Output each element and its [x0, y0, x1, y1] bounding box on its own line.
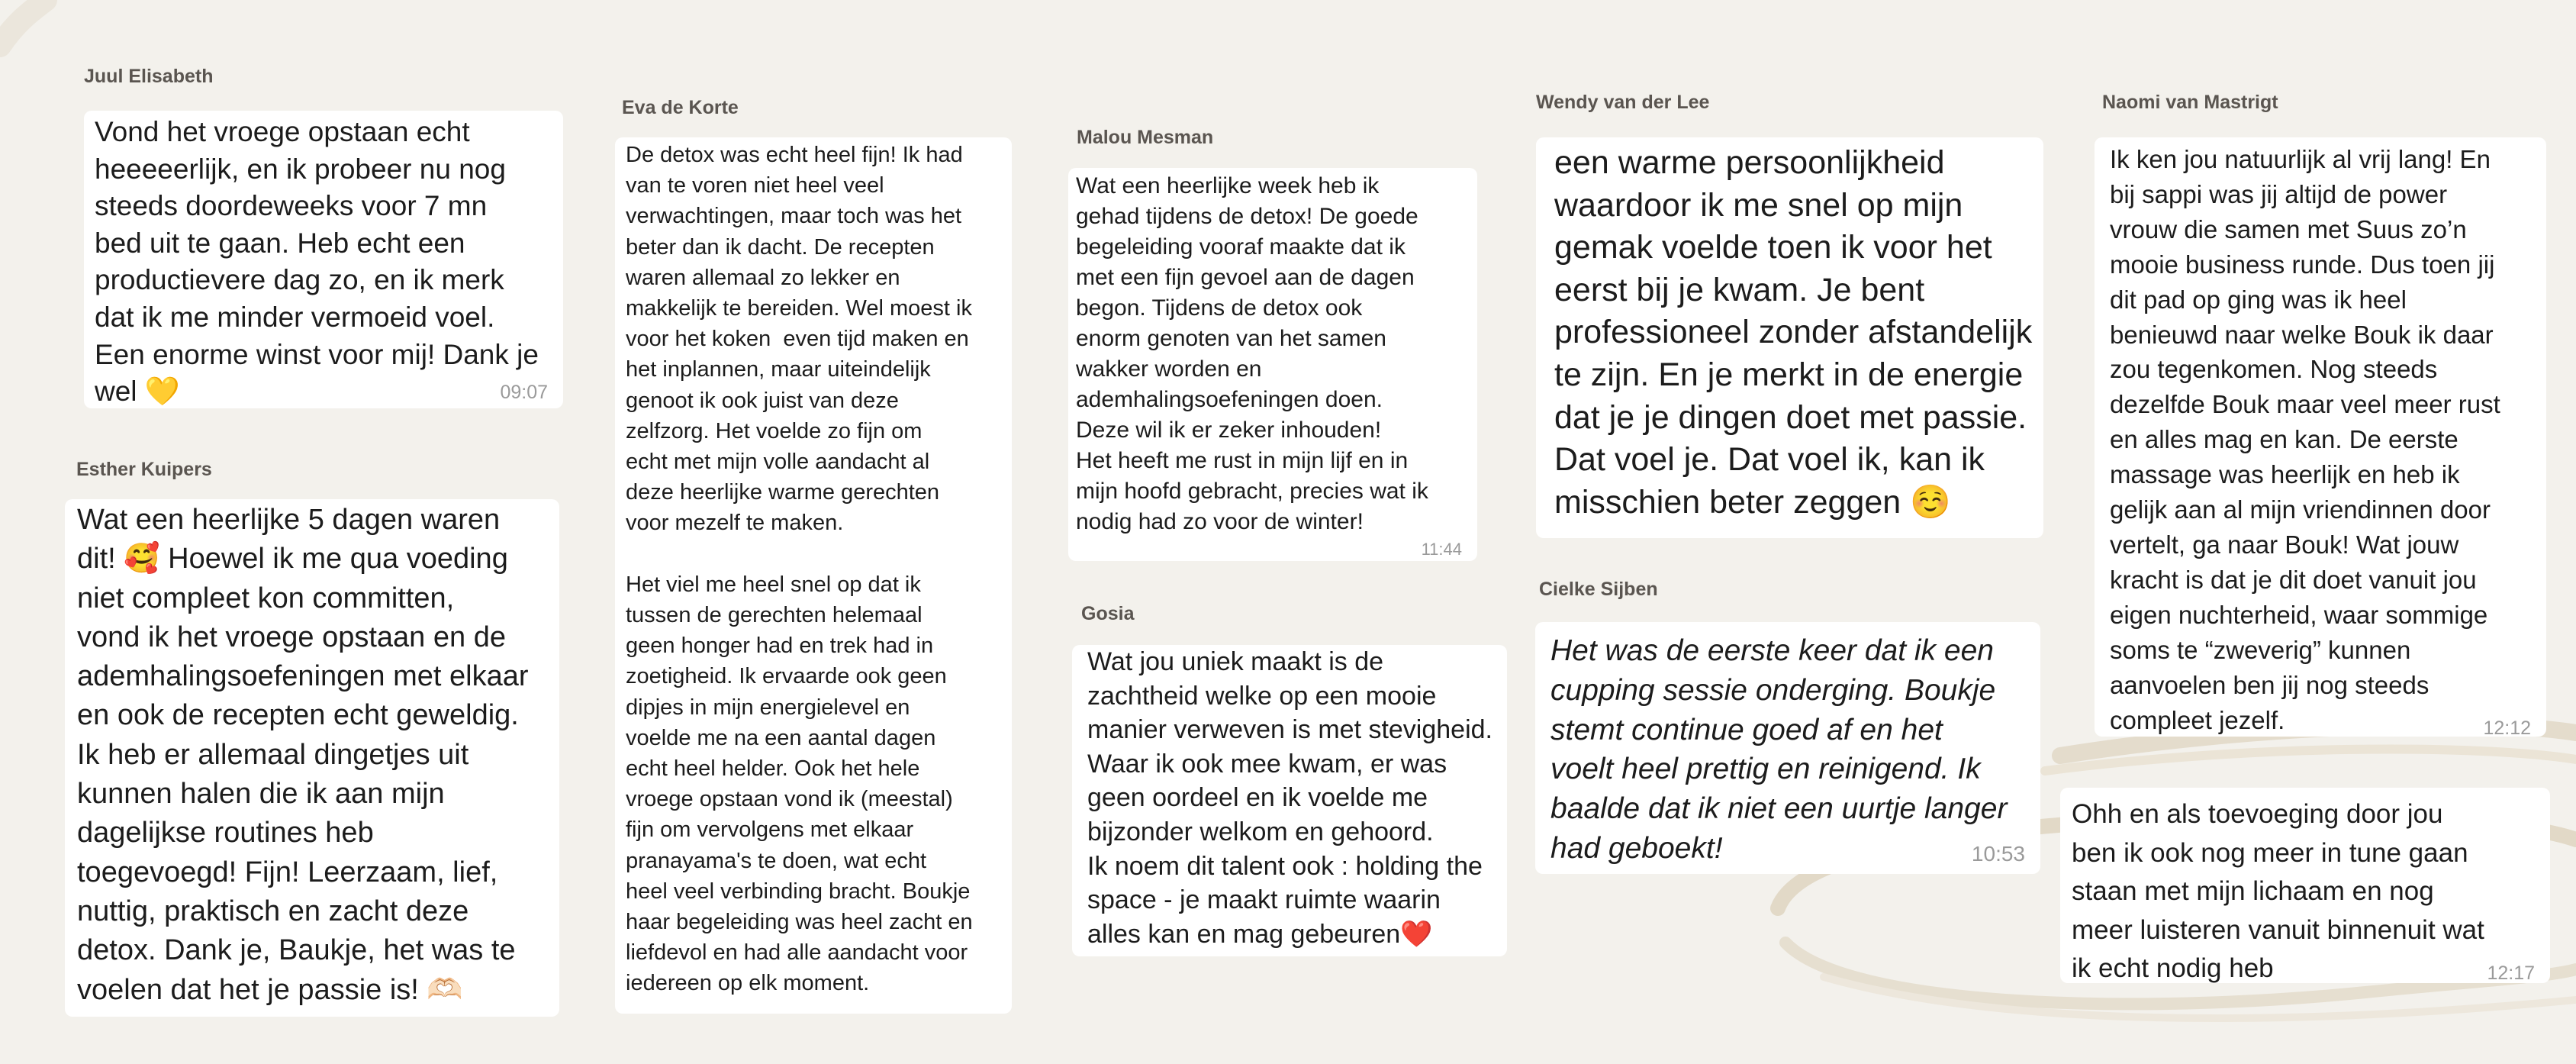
author-name: Wendy van der Lee — [1536, 92, 1710, 113]
testimonial-text: Ohh en als toevoeging door jou ben ik ook nog meer in tune gaan staan met mijn lichaam en nog meer luisteren vanuit binnenuit wat ik echt nodig heb — [2072, 799, 2484, 983]
testimonial-card — [615, 137, 1012, 1014]
timestamp: 12:17 — [2487, 962, 2535, 983]
author-name: Juul Elisabeth — [84, 66, 214, 87]
author-name: Esther Kuipers — [76, 459, 212, 480]
testimonial-card — [1536, 137, 2043, 538]
author-name: Malou Mesman — [1077, 127, 1214, 148]
timestamp: 11:44 — [1421, 540, 1462, 559]
author-name: Naomi van Mastrigt — [2102, 92, 2278, 113]
author-name: Eva de Korte — [622, 97, 739, 118]
author-name: Gosia — [1081, 603, 1135, 624]
testimonial-card — [2060, 788, 2550, 983]
testimonial-card — [2095, 137, 2546, 737]
testimonial-text: Ik ken jou natuurlijk al vrij lang! En bij sappi was jij altijd de power vrouw die samen met Suus zo’n mooie business runde. Dus toen jij dit pad op ging was ik heel benieuwd naar welke Bouk ik daar zou tegenkomen. Nog steeds dezelfde Bouk maar veel meer rust en alles mag en kan. De eerste massage was heerlijk en heb ik gelijk aan al mijn vriendinnen door vertelt, ga naar Bouk! Wat jouw kracht is dat je dit doet vanuit jou eigen nuchterheid, waar sommige soms te “zweverig” kunnen aanvoelen ben jij nog steeds compleet jezelf. — [2110, 145, 2500, 734]
timestamp: 12:12 — [2483, 717, 2531, 737]
testimonial-card — [1535, 622, 2040, 874]
timestamp: 10:53 — [1971, 842, 2025, 866]
testimonial-text: Wat een heerlijke week heb ik gehad tijdens de detox! De goede begeleiding vooraf maakte dat ik met een fijn gevoel aan de dagen begon. Tijdens de detox ook enorm genoten van het samen wakker worden en ademhalingsoefeningen doen. Deze wil ik er zeker inhouden! Het heeft me rust in mijn lijf en in mijn hoofd gebracht, precies wat ik nodig had zo voor de winter! — [1076, 173, 1428, 534]
testimonial-card — [84, 111, 563, 408]
testimonial-text: een warme persoonlijkheid waardoor ik me snel op mijn gemak voelde toen ik voor het eerst bij je kwam. Je bent professioneel zonder afstandelijk te zijn. En je merkt in de energie dat je je dingen doet met passie. Dat voel je. Dat voel ik, kan ik misschien beter zeggen ☺️ — [1554, 144, 2033, 521]
author-name: Cielke Sijben — [1539, 579, 1658, 600]
testimonial-text: Het was de eerste keer dat ik een cupping sessie onderging. Boukje stemt continue goed af en het voelt heel prettig en reinigend. Ik baalde dat ik niet een uurtje langer had geboekt! — [1550, 634, 2008, 865]
testimonial-text: Vond het vroege opstaan echt heeeeerlijk, en ik probeer nu nog steeds doordeweeks voor 7 mn bed uit te gaan. Heb echt een productievere dag zo, en ik merk dat ik me minder vermoeid voel. Een enorme winst voor mij! Dank je wel 💛 — [95, 116, 539, 408]
testimonial-text: Wat jou uniek maakt is de zachtheid welke op een mooie manier verweven is met stevigheid. Waar ik ook mee kwam, er was geen oordeel en ik voelde me bijzonder welkom en gehoord. Ik noem dit talent ook : holding the space - je maakt ruimte waarin alles kan en mag gebeuren❤️ — [1087, 647, 1493, 949]
timestamp: 09:07 — [500, 382, 548, 403]
testimonial-card — [1072, 645, 1507, 956]
testimonial-card — [1068, 168, 1477, 561]
testimonial-text: De detox was echt heel fijn! Ik had van te voren niet heel veel verwachtingen, maar toch was het beter dan ik dacht. De recepten waren allemaal zo lekker en makkelijk te bereiden. Wel moest ik voor het koken even tijd maken en het inplannen, maar uiteindelijk genoot ik ook juist van deze zelfzorg. Het voelde zo fijn om echt met mijn volle aandacht al deze heerlijke warme gerechten voor mezelf te maken. Het viel me heel snel op dat ik tussen de gerechten helemaal geen honger had en trek had in zoetigheid. Ik ervaarde ook geen dipjes in mijn energielevel en voelde me na een aantal dagen echt heel helder. Ook het hele vroege opstaan vond ik (meestal) fijn om vervolgens met elkaar pranayama's te doen, wat echt heel veel verbinding bracht. Boukje haar begeleiding was heel zacht en liefdevol en had alle aandacht voor iedereen op elk moment. — [626, 143, 973, 996]
testimonial-text: Wat een heerlijke 5 dagen waren dit! 🥰 Hoewel ik me qua voeding niet compleet kon committen, vond ik het vroege opstaan en de ademhalingsoefeningen met elkaar en ook de recepten echt geweldig. Ik heb er allemaal dingetjes uit kunnen halen die ik aan mijn dagelijkse routines heb toegevoegd! Fijn! Leerzaam, lief, nuttig, praktisch en zacht deze detox. Dank je, Baukje, het was te voelen dat het je passie is! 🫶🏻 — [77, 504, 529, 1006]
testimonial-card — [65, 499, 559, 1017]
